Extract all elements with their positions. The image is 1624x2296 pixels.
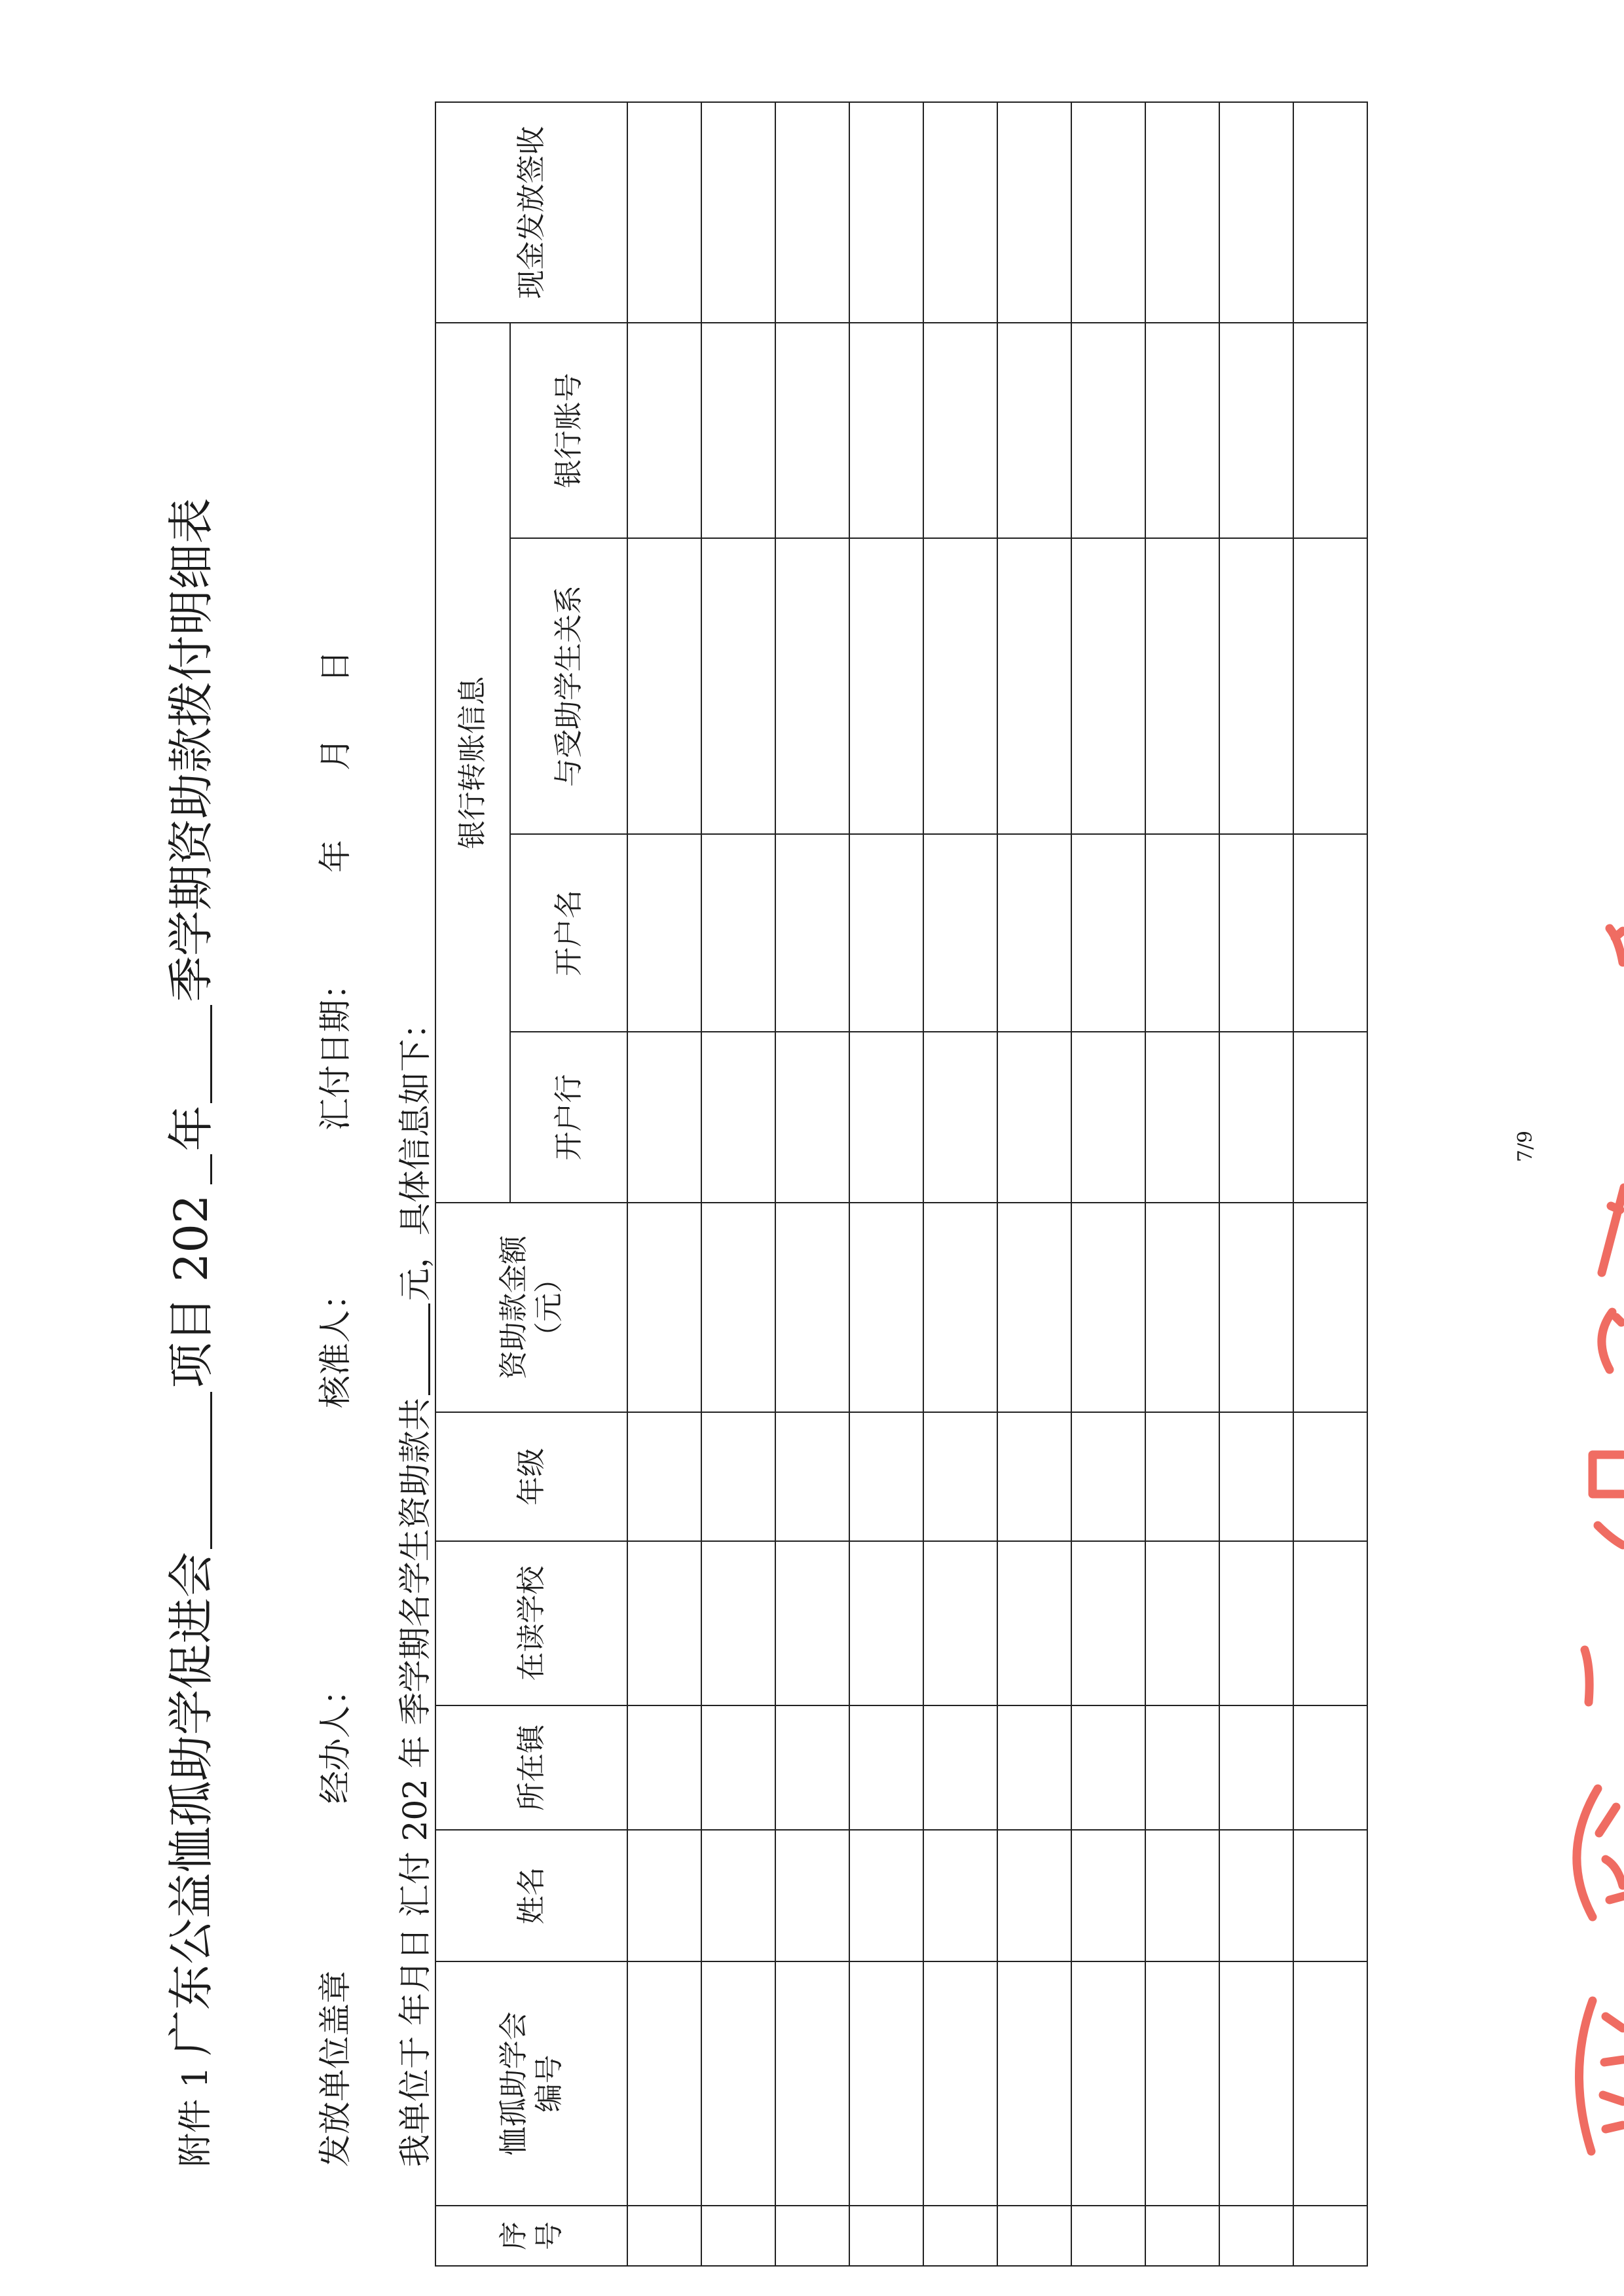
table-cell bbox=[1219, 102, 1293, 323]
header-bank-transfer-group-label: 银行转账信息 bbox=[456, 676, 489, 849]
table-cell bbox=[627, 1032, 701, 1203]
header-serial-number-label: 序号 bbox=[496, 2221, 566, 2251]
issuing-unit-seal-label: 发放单位盖章 bbox=[316, 1971, 354, 2167]
table-cell bbox=[1145, 2206, 1219, 2266]
table-cell bbox=[849, 102, 923, 323]
table-cell bbox=[1293, 1541, 1367, 1705]
table-cell bbox=[997, 538, 1071, 834]
year-digit-blank bbox=[210, 1154, 212, 1184]
table-cell bbox=[701, 834, 775, 1032]
table-cell bbox=[1293, 323, 1367, 538]
table-cell bbox=[1293, 1032, 1367, 1203]
table-cell bbox=[701, 1705, 775, 1830]
header-grade bbox=[435, 1412, 627, 1541]
table-cell bbox=[775, 1830, 849, 1961]
table-cell bbox=[923, 1412, 997, 1541]
table-cell bbox=[1071, 1203, 1145, 1412]
date-day-label: 日 bbox=[316, 650, 354, 683]
header-town bbox=[435, 1705, 627, 1830]
handler-label: 经办人： bbox=[316, 1673, 354, 1804]
table-header bbox=[435, 102, 627, 2266]
table-cell bbox=[627, 323, 701, 538]
header-account-holder-label: 开户名 bbox=[551, 890, 585, 976]
table-cell bbox=[923, 1032, 997, 1203]
table-cell bbox=[1145, 1961, 1219, 2206]
table-cell bbox=[997, 1705, 1071, 1830]
table-cell bbox=[997, 1203, 1071, 1412]
table-cell bbox=[923, 1961, 997, 2206]
header-amount-label: 资助款金额（元） bbox=[496, 1235, 566, 1380]
header-bank-name bbox=[510, 1032, 627, 1203]
table-cell bbox=[923, 1830, 997, 1961]
table-cell bbox=[1219, 1412, 1293, 1541]
table-cell bbox=[997, 323, 1071, 538]
table-cell bbox=[849, 323, 923, 538]
document-title bbox=[163, 498, 219, 2167]
table-cell bbox=[701, 1032, 775, 1203]
header-name-label: 姓名 bbox=[514, 1867, 548, 1925]
table-cell bbox=[1145, 1830, 1219, 1961]
header-row bbox=[435, 102, 510, 2266]
table-cell bbox=[923, 538, 997, 834]
table-cell bbox=[775, 1412, 849, 1541]
table-cell bbox=[775, 323, 849, 538]
header-serial-number bbox=[435, 2206, 627, 2266]
table-cell bbox=[701, 538, 775, 834]
disbursement-table bbox=[435, 101, 1368, 2267]
table-cell bbox=[849, 1412, 923, 1541]
table-cell bbox=[701, 2206, 775, 2266]
table-cell bbox=[701, 1412, 775, 1541]
table-cell bbox=[701, 323, 775, 538]
table-cell bbox=[1293, 1705, 1367, 1830]
table-cell bbox=[701, 102, 775, 323]
table-cell bbox=[1219, 2206, 1293, 2266]
season-blank bbox=[210, 1005, 212, 1103]
table-cell bbox=[627, 1203, 701, 1412]
header-relationship-label: 与受助学生关系 bbox=[551, 585, 585, 787]
header-school bbox=[435, 1541, 627, 1705]
table-cell bbox=[1219, 1961, 1293, 2206]
table-row bbox=[923, 102, 997, 2266]
table-cell bbox=[1145, 1032, 1219, 1203]
year-label: 年 bbox=[164, 1105, 218, 1152]
table-cell bbox=[627, 538, 701, 834]
table-cell bbox=[997, 834, 1071, 1032]
table-cell bbox=[1071, 1541, 1145, 1705]
table-cell bbox=[849, 1961, 923, 2206]
table-row bbox=[997, 102, 1071, 2266]
table-cell bbox=[1145, 1705, 1219, 1830]
header-cash-receipt bbox=[435, 102, 627, 323]
project-name-blank bbox=[210, 1392, 212, 1549]
header-school-label: 在读学校 bbox=[514, 1565, 548, 1681]
table-cell bbox=[997, 1830, 1071, 1961]
table-cell bbox=[775, 102, 849, 323]
table-cell bbox=[1219, 1032, 1293, 1203]
table-row bbox=[1219, 102, 1293, 2266]
table-cell bbox=[775, 2206, 849, 2266]
table-cell bbox=[923, 1203, 997, 1412]
table-row bbox=[775, 102, 849, 2266]
table-row bbox=[1293, 102, 1367, 2266]
table-cell bbox=[1219, 1830, 1293, 1961]
table-row bbox=[627, 102, 701, 2266]
table-cell bbox=[1293, 1412, 1367, 1541]
table-cell bbox=[997, 1412, 1071, 1541]
table-cell bbox=[997, 1541, 1071, 1705]
table-cell bbox=[775, 538, 849, 834]
table-cell bbox=[849, 1705, 923, 1830]
header-member-id bbox=[435, 1961, 627, 2206]
table-row bbox=[849, 102, 923, 2266]
table-cell bbox=[1145, 102, 1219, 323]
table-cell bbox=[1071, 2206, 1145, 2266]
table-cell bbox=[1145, 1541, 1219, 1705]
table-cell bbox=[1293, 102, 1367, 323]
table-cell bbox=[1293, 538, 1367, 834]
header-account-number-label: 银行账号 bbox=[551, 373, 585, 488]
table-cell bbox=[923, 1541, 997, 1705]
table-cell bbox=[1071, 1961, 1145, 2206]
table-cell bbox=[1145, 323, 1219, 538]
table-cell bbox=[1293, 1830, 1367, 1961]
table-cell bbox=[849, 1541, 923, 1705]
table-cell bbox=[997, 1961, 1071, 2206]
table-cell bbox=[627, 2206, 701, 2266]
table-cell bbox=[1071, 323, 1145, 538]
table-cell bbox=[627, 1541, 701, 1705]
table-cell bbox=[1219, 834, 1293, 1032]
header-amount bbox=[435, 1203, 627, 1412]
statement-text: 我单位于 年月日 汇付 202 年 季学期名学生资助款共 bbox=[396, 1398, 434, 2167]
table-cell bbox=[701, 1203, 775, 1412]
table-row bbox=[1145, 102, 1219, 2266]
table-cell bbox=[849, 834, 923, 1032]
table-cell bbox=[1293, 1961, 1367, 2206]
table-cell bbox=[1071, 1830, 1145, 1961]
approver-label: 核准人： bbox=[316, 1277, 354, 1408]
table-cell bbox=[1071, 834, 1145, 1032]
table-cell bbox=[997, 2206, 1071, 2266]
table-cell bbox=[1071, 1412, 1145, 1541]
header-bank-transfer-group bbox=[435, 323, 510, 1203]
table-cell bbox=[1145, 834, 1219, 1032]
table-cell bbox=[923, 323, 997, 538]
table-cell bbox=[627, 834, 701, 1032]
header-grade-label: 年级 bbox=[514, 1448, 548, 1506]
header-account-holder bbox=[510, 834, 627, 1032]
table-cell bbox=[1145, 538, 1219, 834]
table-cell bbox=[775, 834, 849, 1032]
table-cell bbox=[997, 102, 1071, 323]
header-name bbox=[435, 1830, 627, 1961]
header-town-label: 所在镇 bbox=[514, 1724, 548, 1811]
table-cell bbox=[1219, 1541, 1293, 1705]
header-cash-receipt-label: 现金发放签收 bbox=[514, 126, 548, 299]
table-cell bbox=[701, 1541, 775, 1705]
table-cell bbox=[627, 1830, 701, 1961]
table-cell bbox=[849, 1203, 923, 1412]
table-cell bbox=[1071, 1705, 1145, 1830]
table-cell bbox=[775, 1032, 849, 1203]
project-label: 项目 202 bbox=[164, 1194, 218, 1389]
table-cell bbox=[923, 834, 997, 1032]
table-cell bbox=[923, 102, 997, 323]
table-cell bbox=[849, 538, 923, 834]
table-cell bbox=[775, 1705, 849, 1830]
header-relationship bbox=[510, 538, 627, 834]
table-cell bbox=[1219, 1705, 1293, 1830]
date-year-label: 年 bbox=[316, 840, 354, 873]
table-cell bbox=[627, 102, 701, 323]
table-cell bbox=[1293, 2206, 1367, 2266]
table-cell bbox=[1071, 1032, 1145, 1203]
remittance-statement bbox=[396, 1006, 435, 2167]
table-cell bbox=[775, 1541, 849, 1705]
table-cell bbox=[997, 1032, 1071, 1203]
table-cell bbox=[627, 1961, 701, 2206]
table-cell bbox=[627, 1705, 701, 1830]
table-cell bbox=[849, 1830, 923, 1961]
table-cell bbox=[1293, 834, 1367, 1032]
table-cell bbox=[1071, 538, 1145, 834]
attachment-label: 附件 1 bbox=[176, 2066, 215, 2167]
statement-text-end: 元，具体信息如下： bbox=[396, 1006, 434, 1302]
table-cell bbox=[701, 1961, 775, 2206]
table-cell bbox=[1293, 1203, 1367, 1412]
table-body bbox=[627, 102, 1367, 2266]
table-cell bbox=[627, 1412, 701, 1541]
table-row bbox=[1071, 102, 1145, 2266]
table-cell bbox=[849, 1032, 923, 1203]
page-number: 7/9 bbox=[1514, 1130, 1537, 1163]
table-cell bbox=[1219, 1203, 1293, 1412]
table-cell bbox=[701, 1830, 775, 1961]
table-cell bbox=[1219, 538, 1293, 834]
table-cell bbox=[923, 2206, 997, 2266]
table-cell bbox=[1145, 1203, 1219, 1412]
table-cell bbox=[1219, 323, 1293, 538]
table-cell bbox=[849, 2206, 923, 2266]
table-cell bbox=[1071, 102, 1145, 323]
total-amount-blank bbox=[428, 1303, 430, 1395]
table-cell bbox=[775, 1961, 849, 2206]
remit-date-label: 汇付日期： bbox=[316, 967, 354, 1131]
table-cell bbox=[1145, 1412, 1219, 1541]
table-row bbox=[701, 102, 775, 2266]
date-month-label: 月 bbox=[316, 738, 354, 771]
header-bank-name-label: 开户行 bbox=[551, 1074, 585, 1161]
table-cell bbox=[775, 1203, 849, 1412]
header-member-id-label: 恤孤助学会编号 bbox=[496, 2011, 566, 2156]
header-account-number bbox=[510, 323, 627, 538]
table-cell bbox=[923, 1705, 997, 1830]
title-suffix: 季学期资助款拨付明细表 bbox=[164, 498, 218, 1002]
organization-name: 广东公益恤孤助学促进会 bbox=[164, 1552, 218, 2056]
